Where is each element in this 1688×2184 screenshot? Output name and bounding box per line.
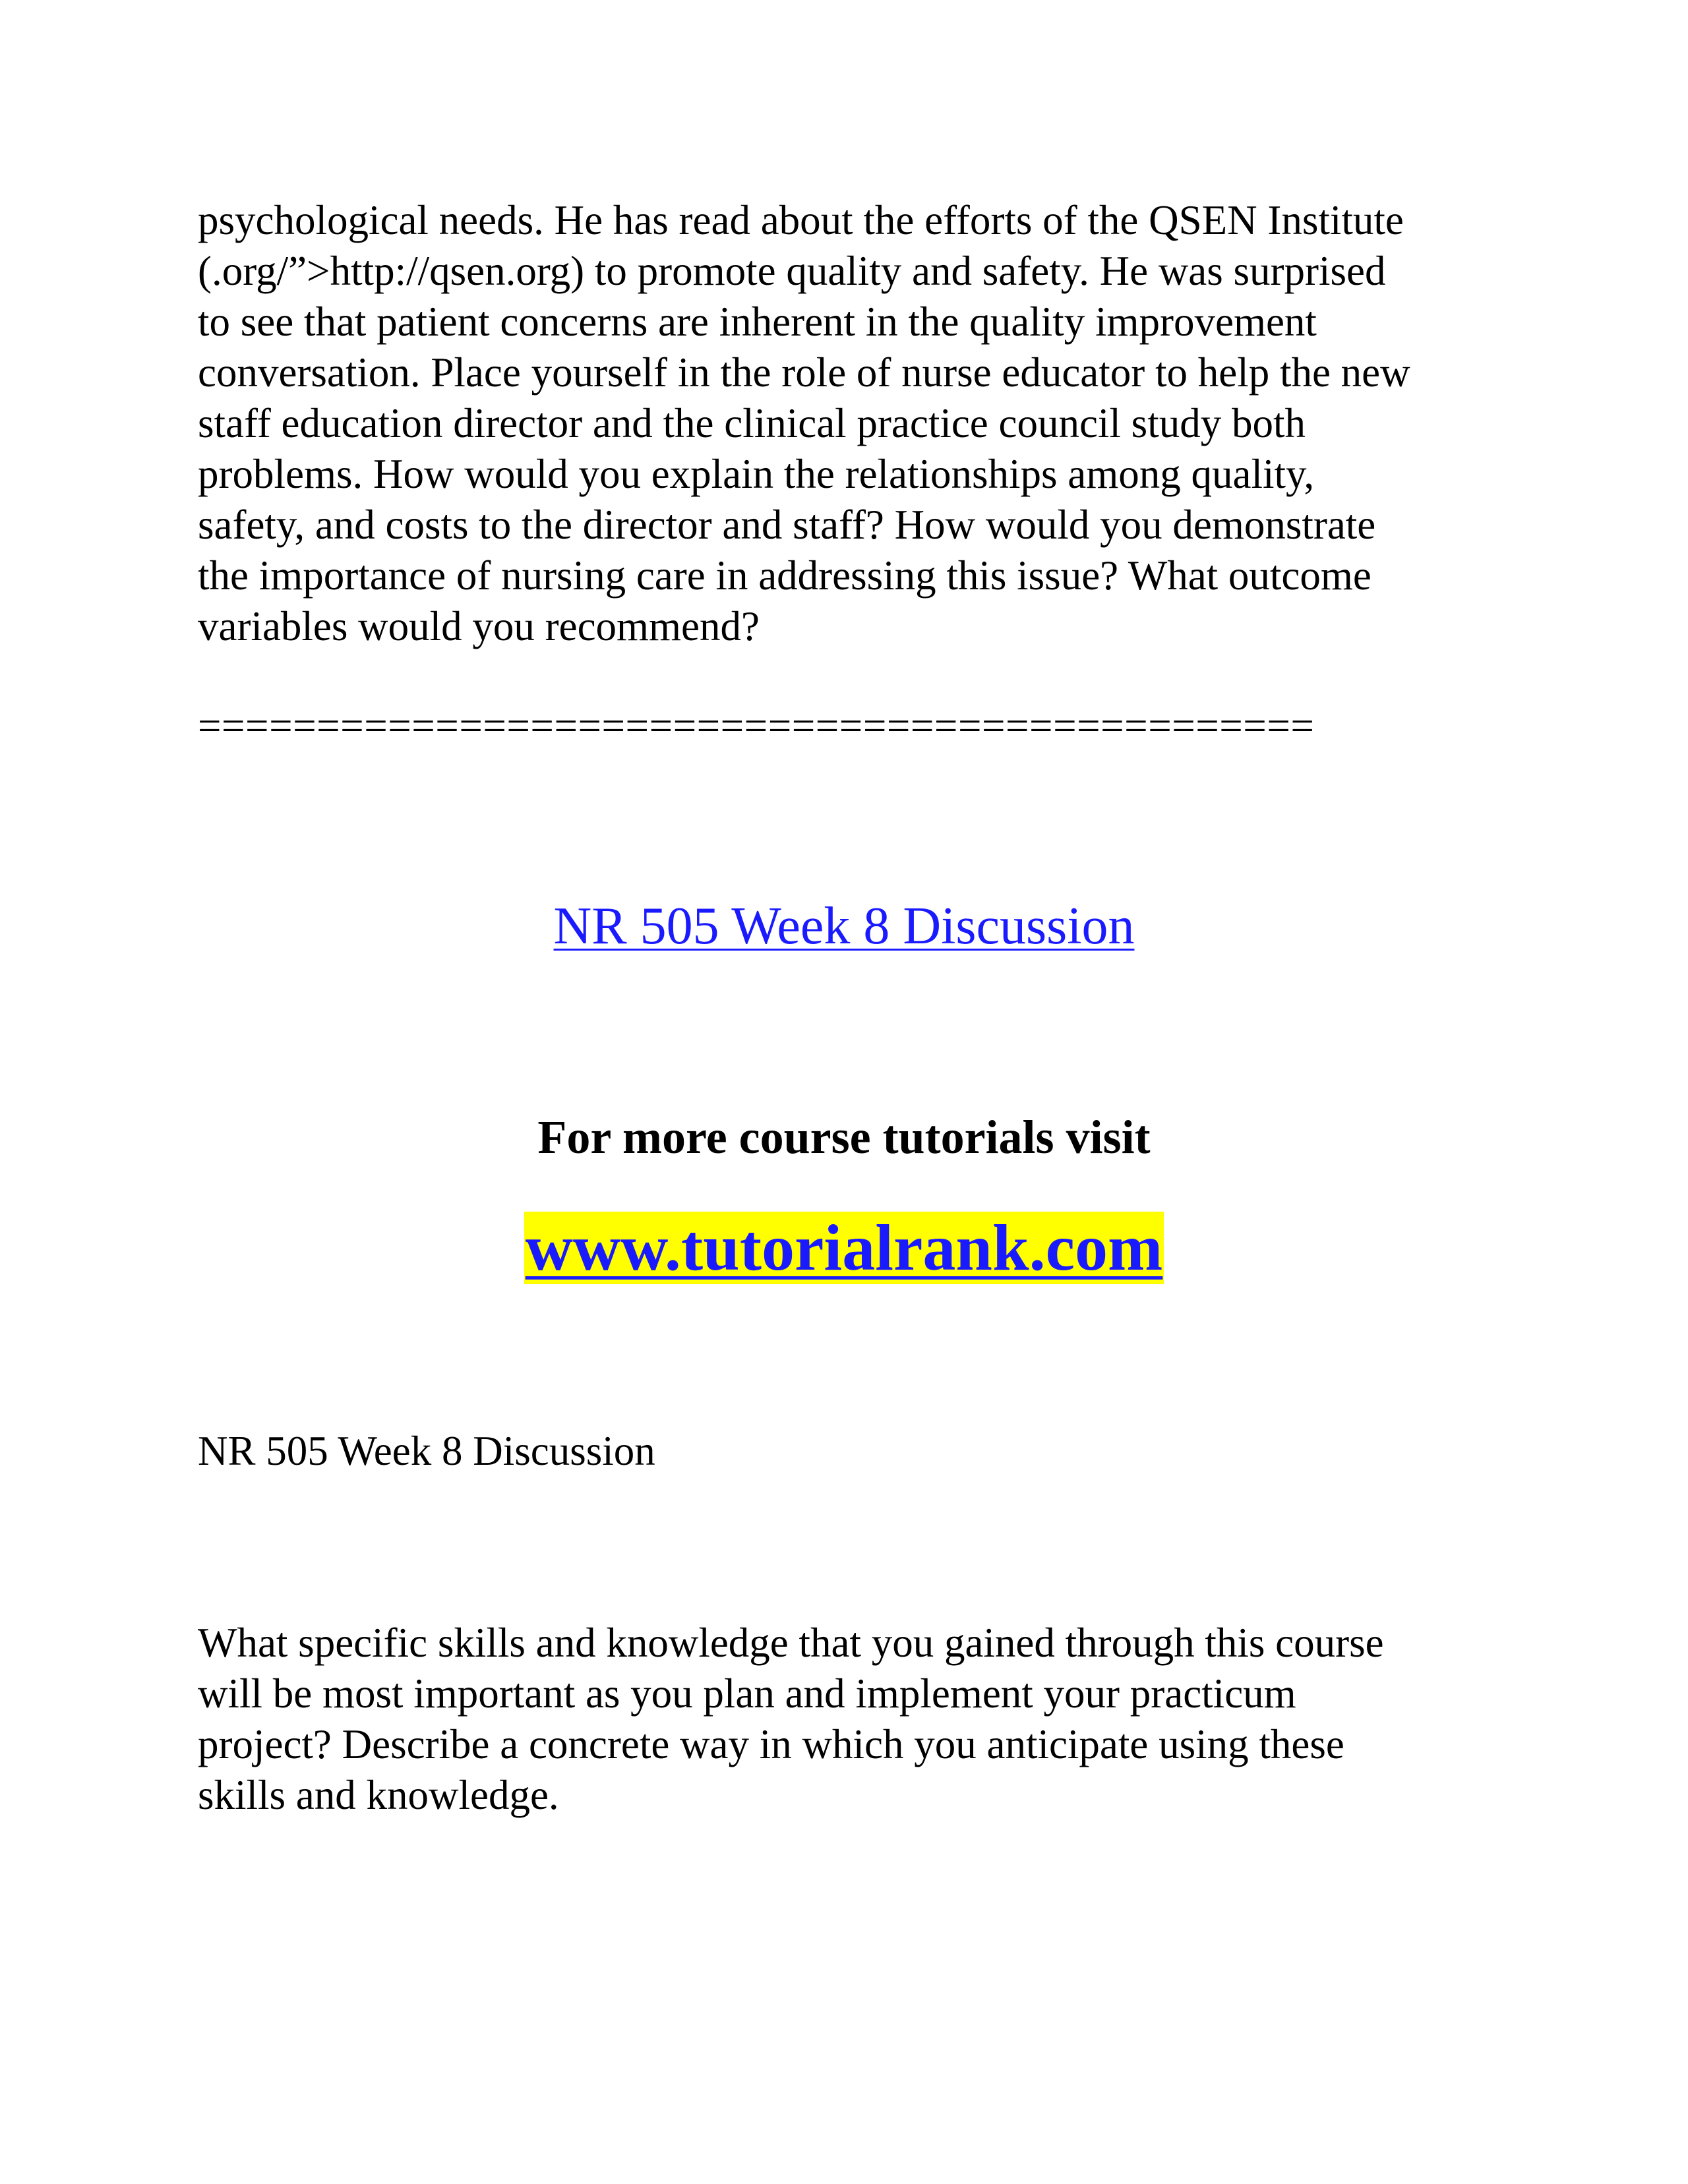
intro-line: conversation. Place yourself in the role of nurse educator to help the new xyxy=(198,349,1410,396)
discussion-title xyxy=(0,893,1688,959)
intro-paragraph xyxy=(198,195,1503,652)
tutorialrank-link[interactable]: www.tutorialrank.com xyxy=(525,1211,1163,1284)
discussion-heading: NR 505 Week 8 Discussion xyxy=(198,1428,655,1474)
intro-line: (.org/”>http://qsen.org) to promote quality and safety. He was surprised xyxy=(198,248,1386,294)
question-paragraph xyxy=(198,1618,1503,1821)
section-separator: =============================================== xyxy=(198,703,1315,749)
intro-line: staff education director and the clinical practice council study both xyxy=(198,400,1306,446)
intro-line: psychological needs. He has read about the efforts of the QSEN Institute xyxy=(198,197,1404,243)
question-line: skills and knowledge. xyxy=(198,1772,559,1818)
intro-line: the importance of nursing care in addressing this issue? What outcome xyxy=(198,552,1372,599)
question-line: What specific skills and knowledge that you gained through this course xyxy=(198,1620,1384,1666)
discussion-link[interactable]: NR 505 Week 8 Discussion xyxy=(553,897,1135,955)
question-line: will be most important as you plan and implement your practicum xyxy=(198,1670,1296,1717)
intro-line: safety, and costs to the director and staff? How would you demonstrate xyxy=(198,502,1376,548)
visit-text: For more course tutorials visit xyxy=(537,1111,1151,1164)
site-link-container xyxy=(0,1212,1688,1284)
intro-line: to see that patient concerns are inherent in the quality improvement xyxy=(198,299,1317,345)
intro-line: variables would you recommend? xyxy=(198,603,760,649)
question-line: project? Describe a concrete way in which you anticipate using these xyxy=(198,1721,1344,1767)
intro-line: problems. How would you explain the relationships among quality, xyxy=(198,451,1315,497)
